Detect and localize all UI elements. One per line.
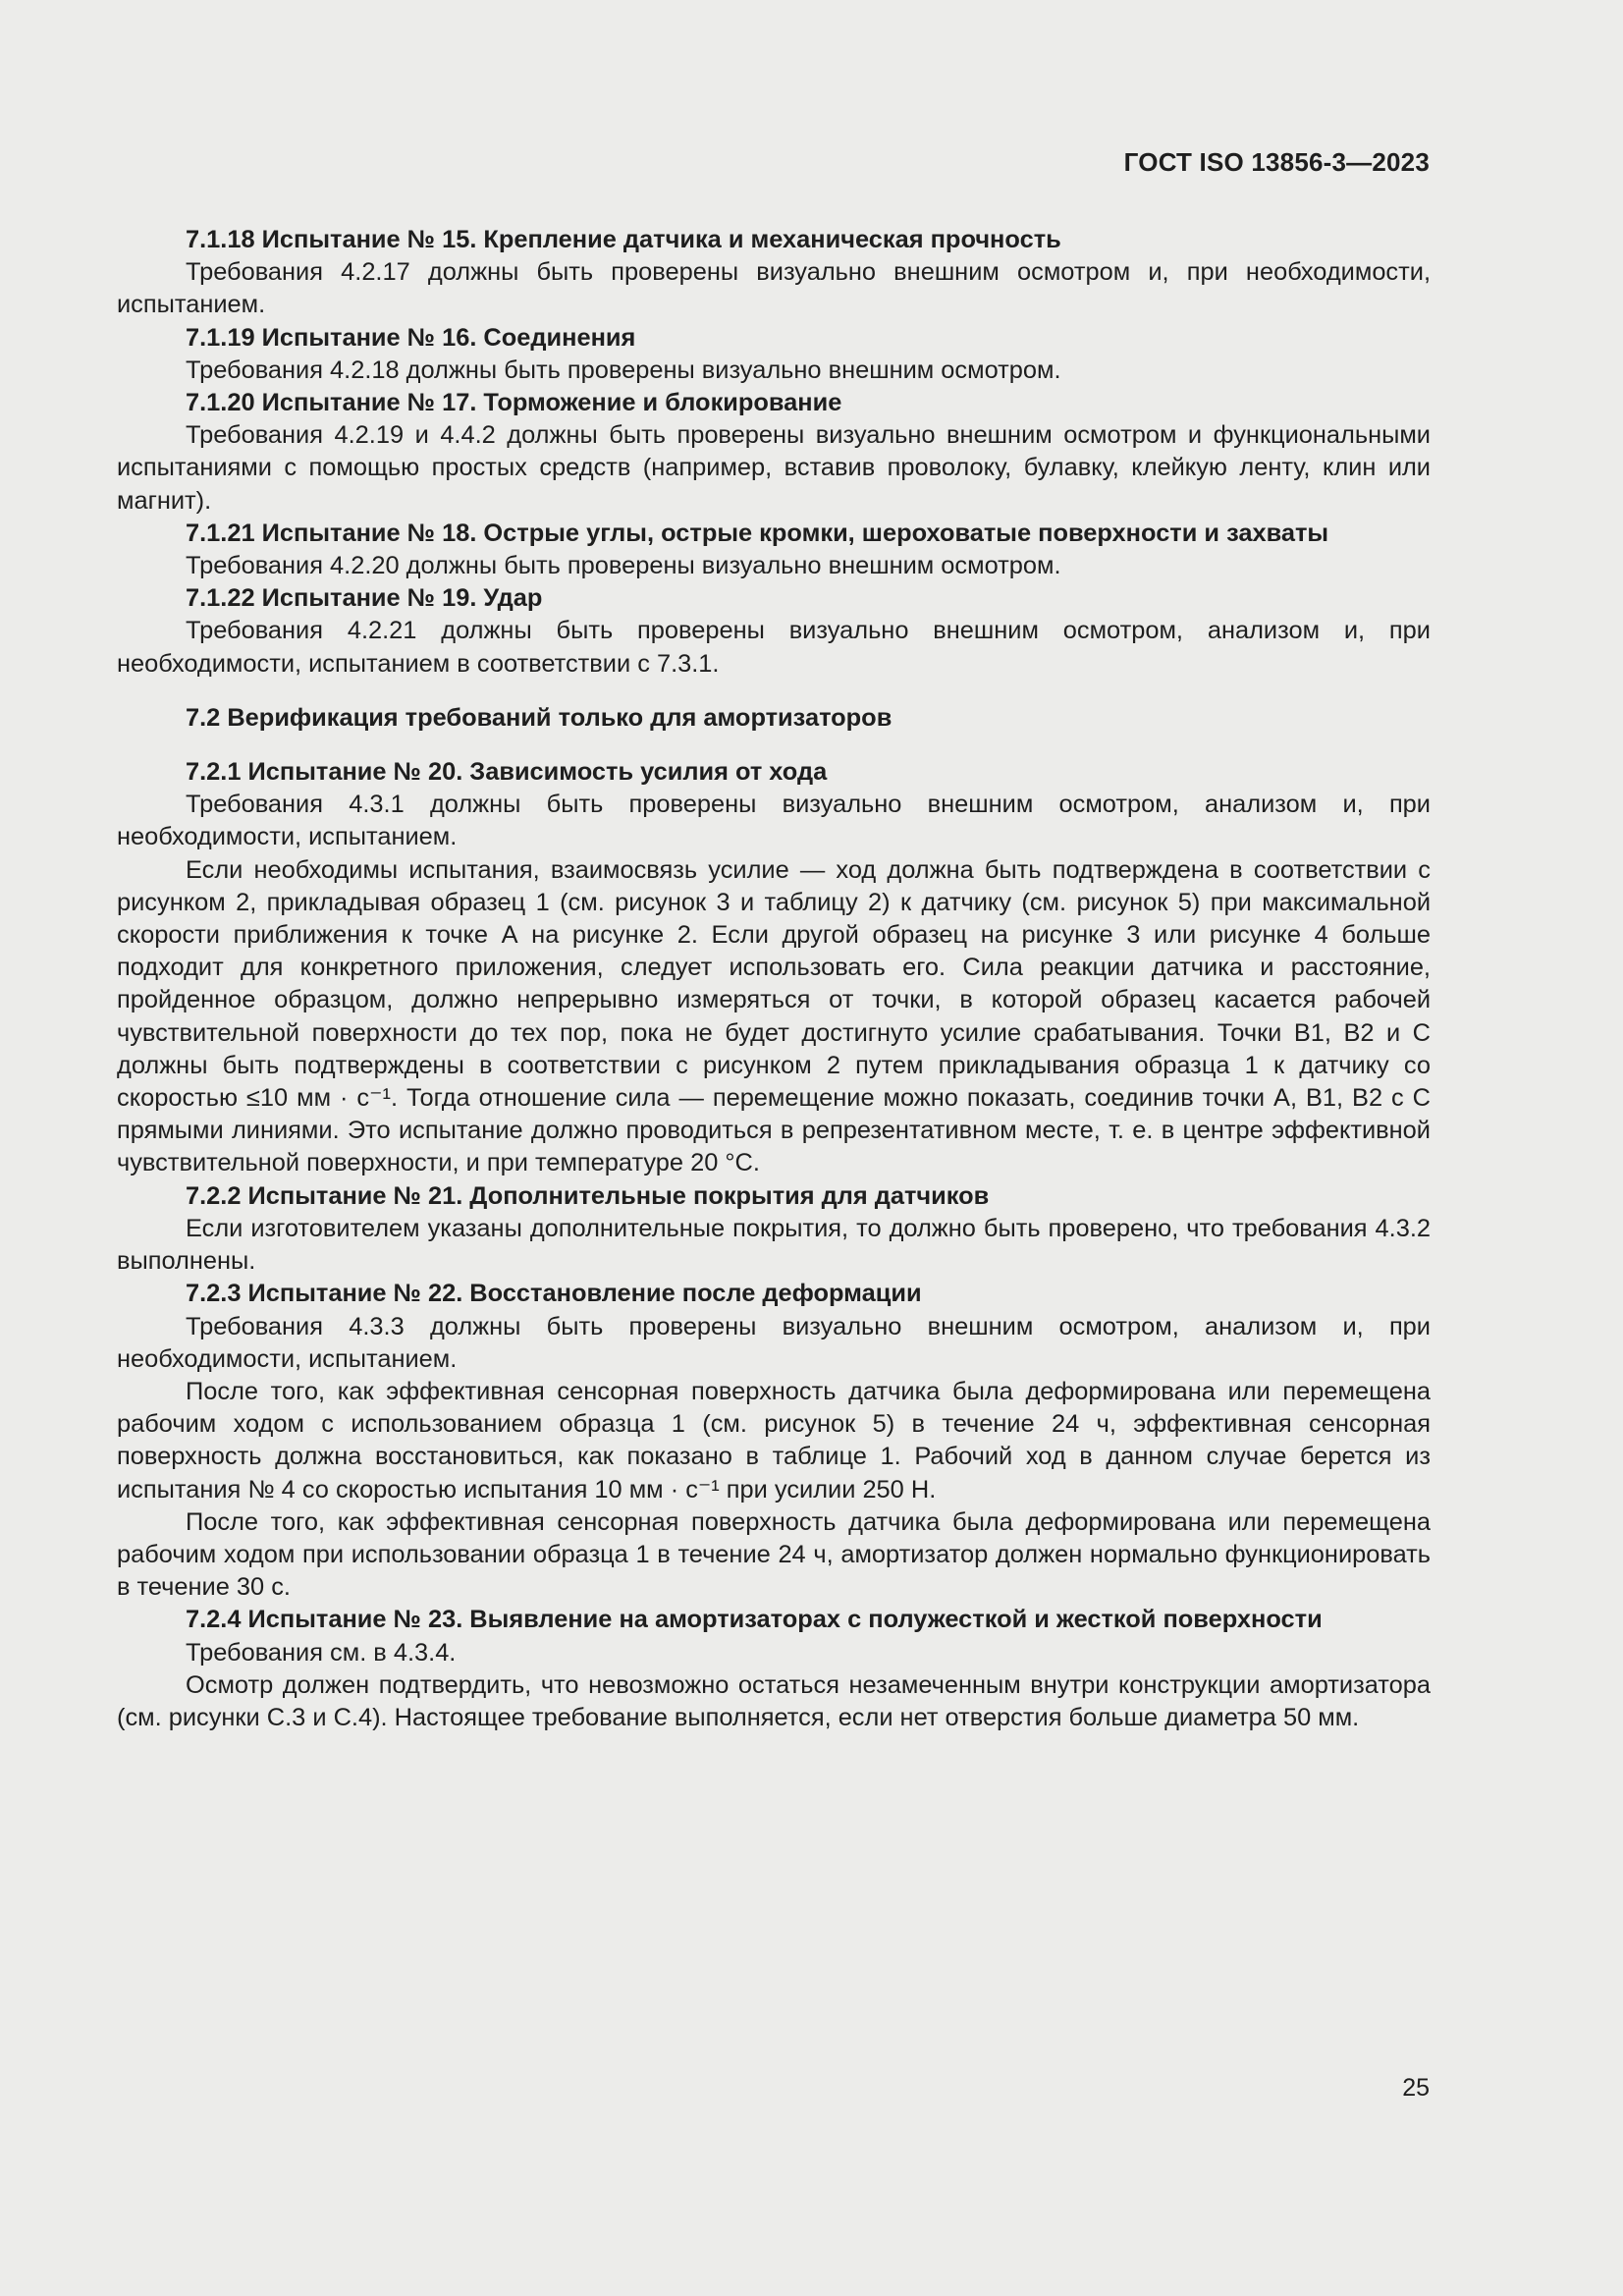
paragraph: После того, как эффективная сенсорная поверхность датчика была деформирована или перемещена рабочим ходом с использованием образца 1 (см. рисунок 5) в течение 24 ч, эффективная сенсорная поверхность должна восстановиться, как показано в таблице 1. Рабочий ход в данном случае берется из испытания № 4 со скоростью испытания 10 мм · с⁻¹ при усилии 250 Н. [117,1377,1431,1503]
paragraph: Требования см. в 4.3.4. [186,1638,457,1667]
clause-heading-7-2-3: 7.2.3 Испытание № 22. Восстановление после деформации [186,1280,922,1308]
paragraph: Если необходимы испытания, взаимосвязь усилие — ход должна быть подтверждена в соответствии с рисунком 2, прикладывая образец 1 (см. рисунок 3 и таблицу 2) к датчику (см. рисунок 5) при максимальной скорости приближения к точке А на рисунке 2. Если другой образец на рисунке 3 или рисунке 4 больше подходит для конкретного приложения, следует использовать его. Сила реакции датчика и расстояние, пройденное образцом, должно непрерывно измеряться от точки, в которой образец касается рабочей чувствительной поверхности до тех пор, пока не будет достигнуто усилие срабатывания. Точки В1, В2 и С должны быть подтверждены в соответствии с рисунком 2 путем прикладывания образца 1 к датчику со скоростью ≤10 мм · с⁻¹. Тогда отношение сила — перемещение можно показать, соединив точки А, В1, В2 с С прямыми линиями. Это испытание должно проводиться в репрезентативном месте, т. е. в центре эффективной чувствительной поверхности, и при температуре 20 °С. [117,855,1431,1177]
paragraph: Осмотр должен подтвердить, что невозможно остаться незамеченным внутри конструкции амортизатора (см. рисунки С.3 и С.4). Настоящее требование выполняется, если нет отверстия больше диаметра 50 мм. [117,1670,1431,1731]
paragraph: Если изготовителем указаны дополнительные покрытия, то должно быть проверено, что требования 4.3.2 выполнены. [117,1214,1431,1276]
paragraph: Требования 4.3.1 должны быть проверены визуально внешним осмотром, анализом и, при необходимости, испытанием. [117,791,1431,851]
clause-heading-7-2-1: 7.2.1 Испытание № 20. Зависимость усилия от хода [186,758,828,787]
paragraph: Требования 4.2.17 должны быть проверены визуально внешним осмотром и, при необходимости, испытанием. [117,258,1431,319]
page-number: 25 [1402,2074,1430,2102]
section-heading-7-2: 7.2 Верификация требований только для амортизаторов [186,703,893,732]
paragraph: Требования 4.2.20 должны быть проверены визуально внешним осмотром. [186,552,1061,580]
clause-heading-7-1-18: 7.1.18 Испытание № 15. Крепление датчика и механическая прочность [186,226,1061,253]
clause-heading-7-1-21: 7.1.21 Испытание № 18. Острые углы, острые кромки, шероховатые поверхности и захваты [186,519,1329,547]
paragraph: Требования 4.2.19 и 4.4.2 должны быть проверены визуально внешним осмотром и функциональными испытаниями с помощью простых средств (например, вставив проволоку, булавку, клейкую ленту, клин или магнит). [117,421,1431,515]
clause-heading-7-2-2: 7.2.2 Испытание № 21. Дополнительные покрытия для датчиков [186,1181,990,1210]
document-body [117,224,1431,1734]
clause-heading-7-1-22: 7.1.22 Испытание № 19. Удар [186,584,543,613]
paragraph: Требования 4.2.18 должны быть проверены визуально внешним осмотром. [186,355,1061,384]
document-code-header: ГОСТ ISO 13856-3—2023 [1123,147,1430,177]
clause-heading-7-1-19: 7.1.19 Испытание № 16. Соединения [186,323,636,352]
paragraph: Требования 4.2.21 должны быть проверены визуально внешним осмотром, анализом и, при необходимости, испытанием в соответствии с 7.3.1. [117,617,1431,678]
paragraph: После того, как эффективная сенсорная поверхность датчика была деформирована или перемещена рабочим ходом при использовании образца 1 в течение 24 ч, амортизатор должен нормально функционировать в течение 30 с. [117,1507,1431,1602]
clause-heading-7-1-20: 7.1.20 Испытание № 17. Торможение и блокирование [186,389,842,417]
clause-heading-7-2-4: 7.2.4 Испытание № 23. Выявление на амортизаторах с полужесткой и жесткой поверхности [186,1606,1323,1634]
paragraph: Требования 4.3.3 должны быть проверены визуально внешним осмотром, анализом и, при необходимости, испытанием. [117,1312,1431,1373]
